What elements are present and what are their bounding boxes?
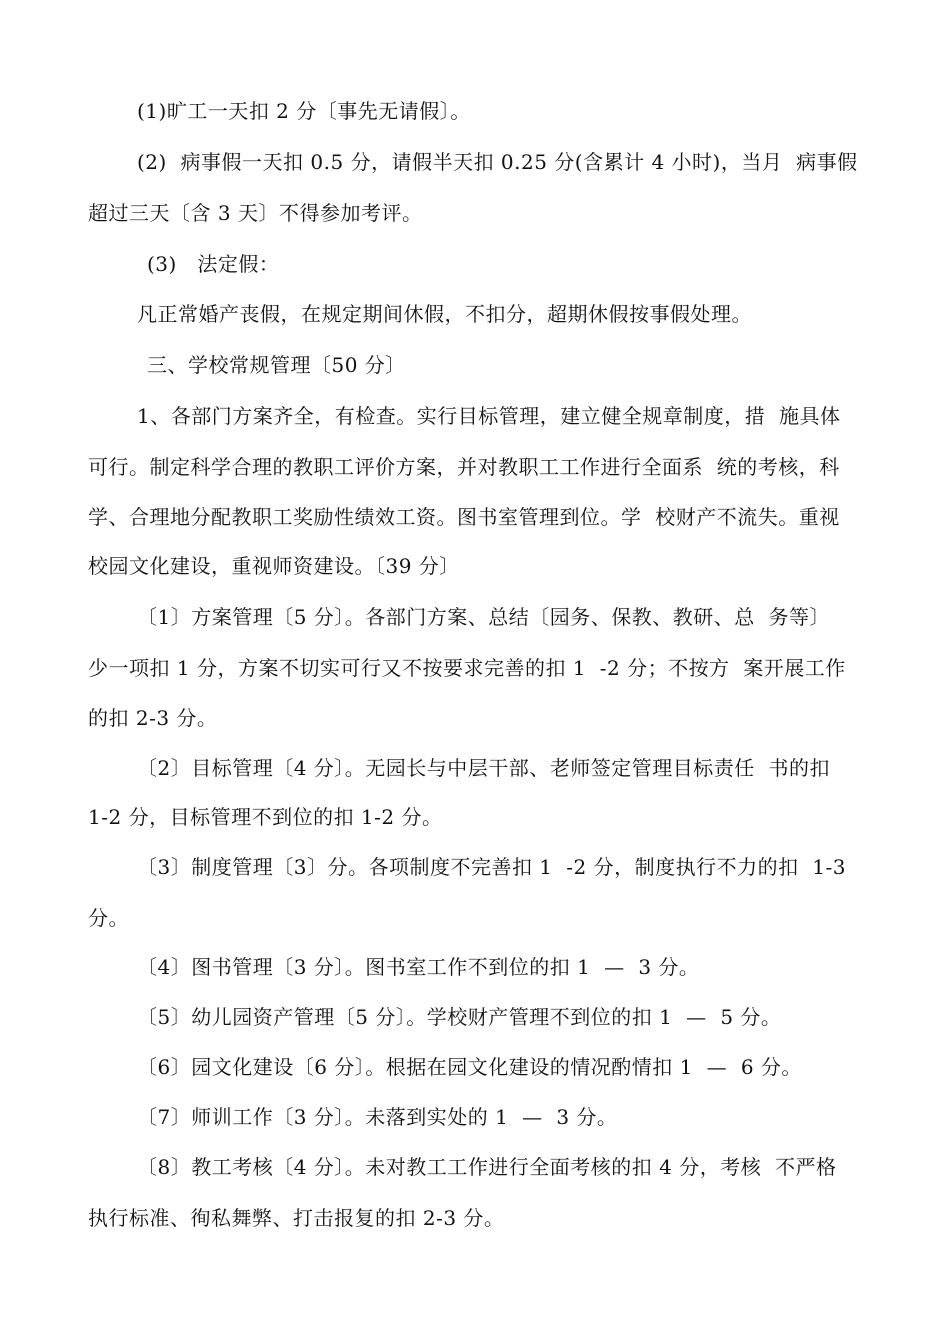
text-line: 〔6〕园文化建设〔6 分〕。根据在园文化建设的情况酌情扣 1 — 6 分。 (137, 1055, 802, 1079)
text-line: (2) 病事假一天扣 0.5 分，请假半天扣 0.25 分(含累计 4 小时)，当月 病事假 (137, 150, 858, 174)
text-line: 〔3〕制度管理〔3〕分。各项制度不完善扣 1 -2 分，制度执行不力的扣 1-3 (137, 855, 847, 879)
text-line: 〔8〕教工考核〔4 分〕。未对教工工作进行全面考核的扣 4 分，考核 不严格 (137, 1155, 837, 1179)
section-heading: 三、学校常规管理〔50 分〕 (147, 353, 406, 377)
text-line: 分。 (88, 906, 129, 930)
text-line: 少一项扣 1 分，方案不切实可行又不按要求完善的扣 1 -2 分；不按方 案开展工作 (88, 656, 846, 680)
text-line: 〔7〕师训工作〔3 分〕。未落到实处的 1 — 3 分。 (137, 1105, 618, 1129)
text-line: 凡正常婚产丧假，在规定期间休假，不扣分，超期休假按事假处理。 (137, 302, 752, 326)
text-line: 执行标准、徇私舞弊、打击报复的扣 2-3 分。 (88, 1206, 505, 1230)
text-line: (3) 法定假： (147, 252, 280, 276)
text-line: 〔2〕目标管理〔4 分〕。无园长与中层干部、老师签定管理目标责任 书的扣 (137, 756, 831, 780)
text-line: 学、合理地分配教职工奖励性绩效工资。图书室管理到位。学 校财产不流失。重视 (88, 505, 840, 529)
text-line: 校园文化建设，重视师资建设。〔39 分〕 (88, 554, 460, 578)
text-line: 〔5〕幼儿园资产管理〔5 分〕。学校财产管理不到位的扣 1 — 5 分。 (137, 1005, 782, 1029)
text-line: 的扣 2-3 分。 (88, 706, 218, 730)
text-line: 1-2 分，目标管理不到位的扣 1-2 分。 (88, 805, 443, 829)
text-line: 可行。制定科学合理的教职工评价方案，并对教职工工作进行全面系 统的考核，科 (88, 455, 840, 479)
text-line: 1、各部门方案齐全，有检查。实行目标管理，建立健全规章制度，措 施具体 (137, 404, 841, 428)
text-line: 超过三天〔含 3 天〕不得参加考评。 (88, 201, 423, 225)
text-line: 〔1〕方案管理〔5 分〕。各部门方案、总结〔园务、保教、教研、总 务等〕 (137, 605, 831, 629)
text-line: 〔4〕图书管理〔3 分〕。图书室工作不到位的扣 1 — 3 分。 (137, 955, 700, 979)
text-line: (1)旷工一天扣 2 分〔事先无请假〕。 (137, 99, 471, 123)
